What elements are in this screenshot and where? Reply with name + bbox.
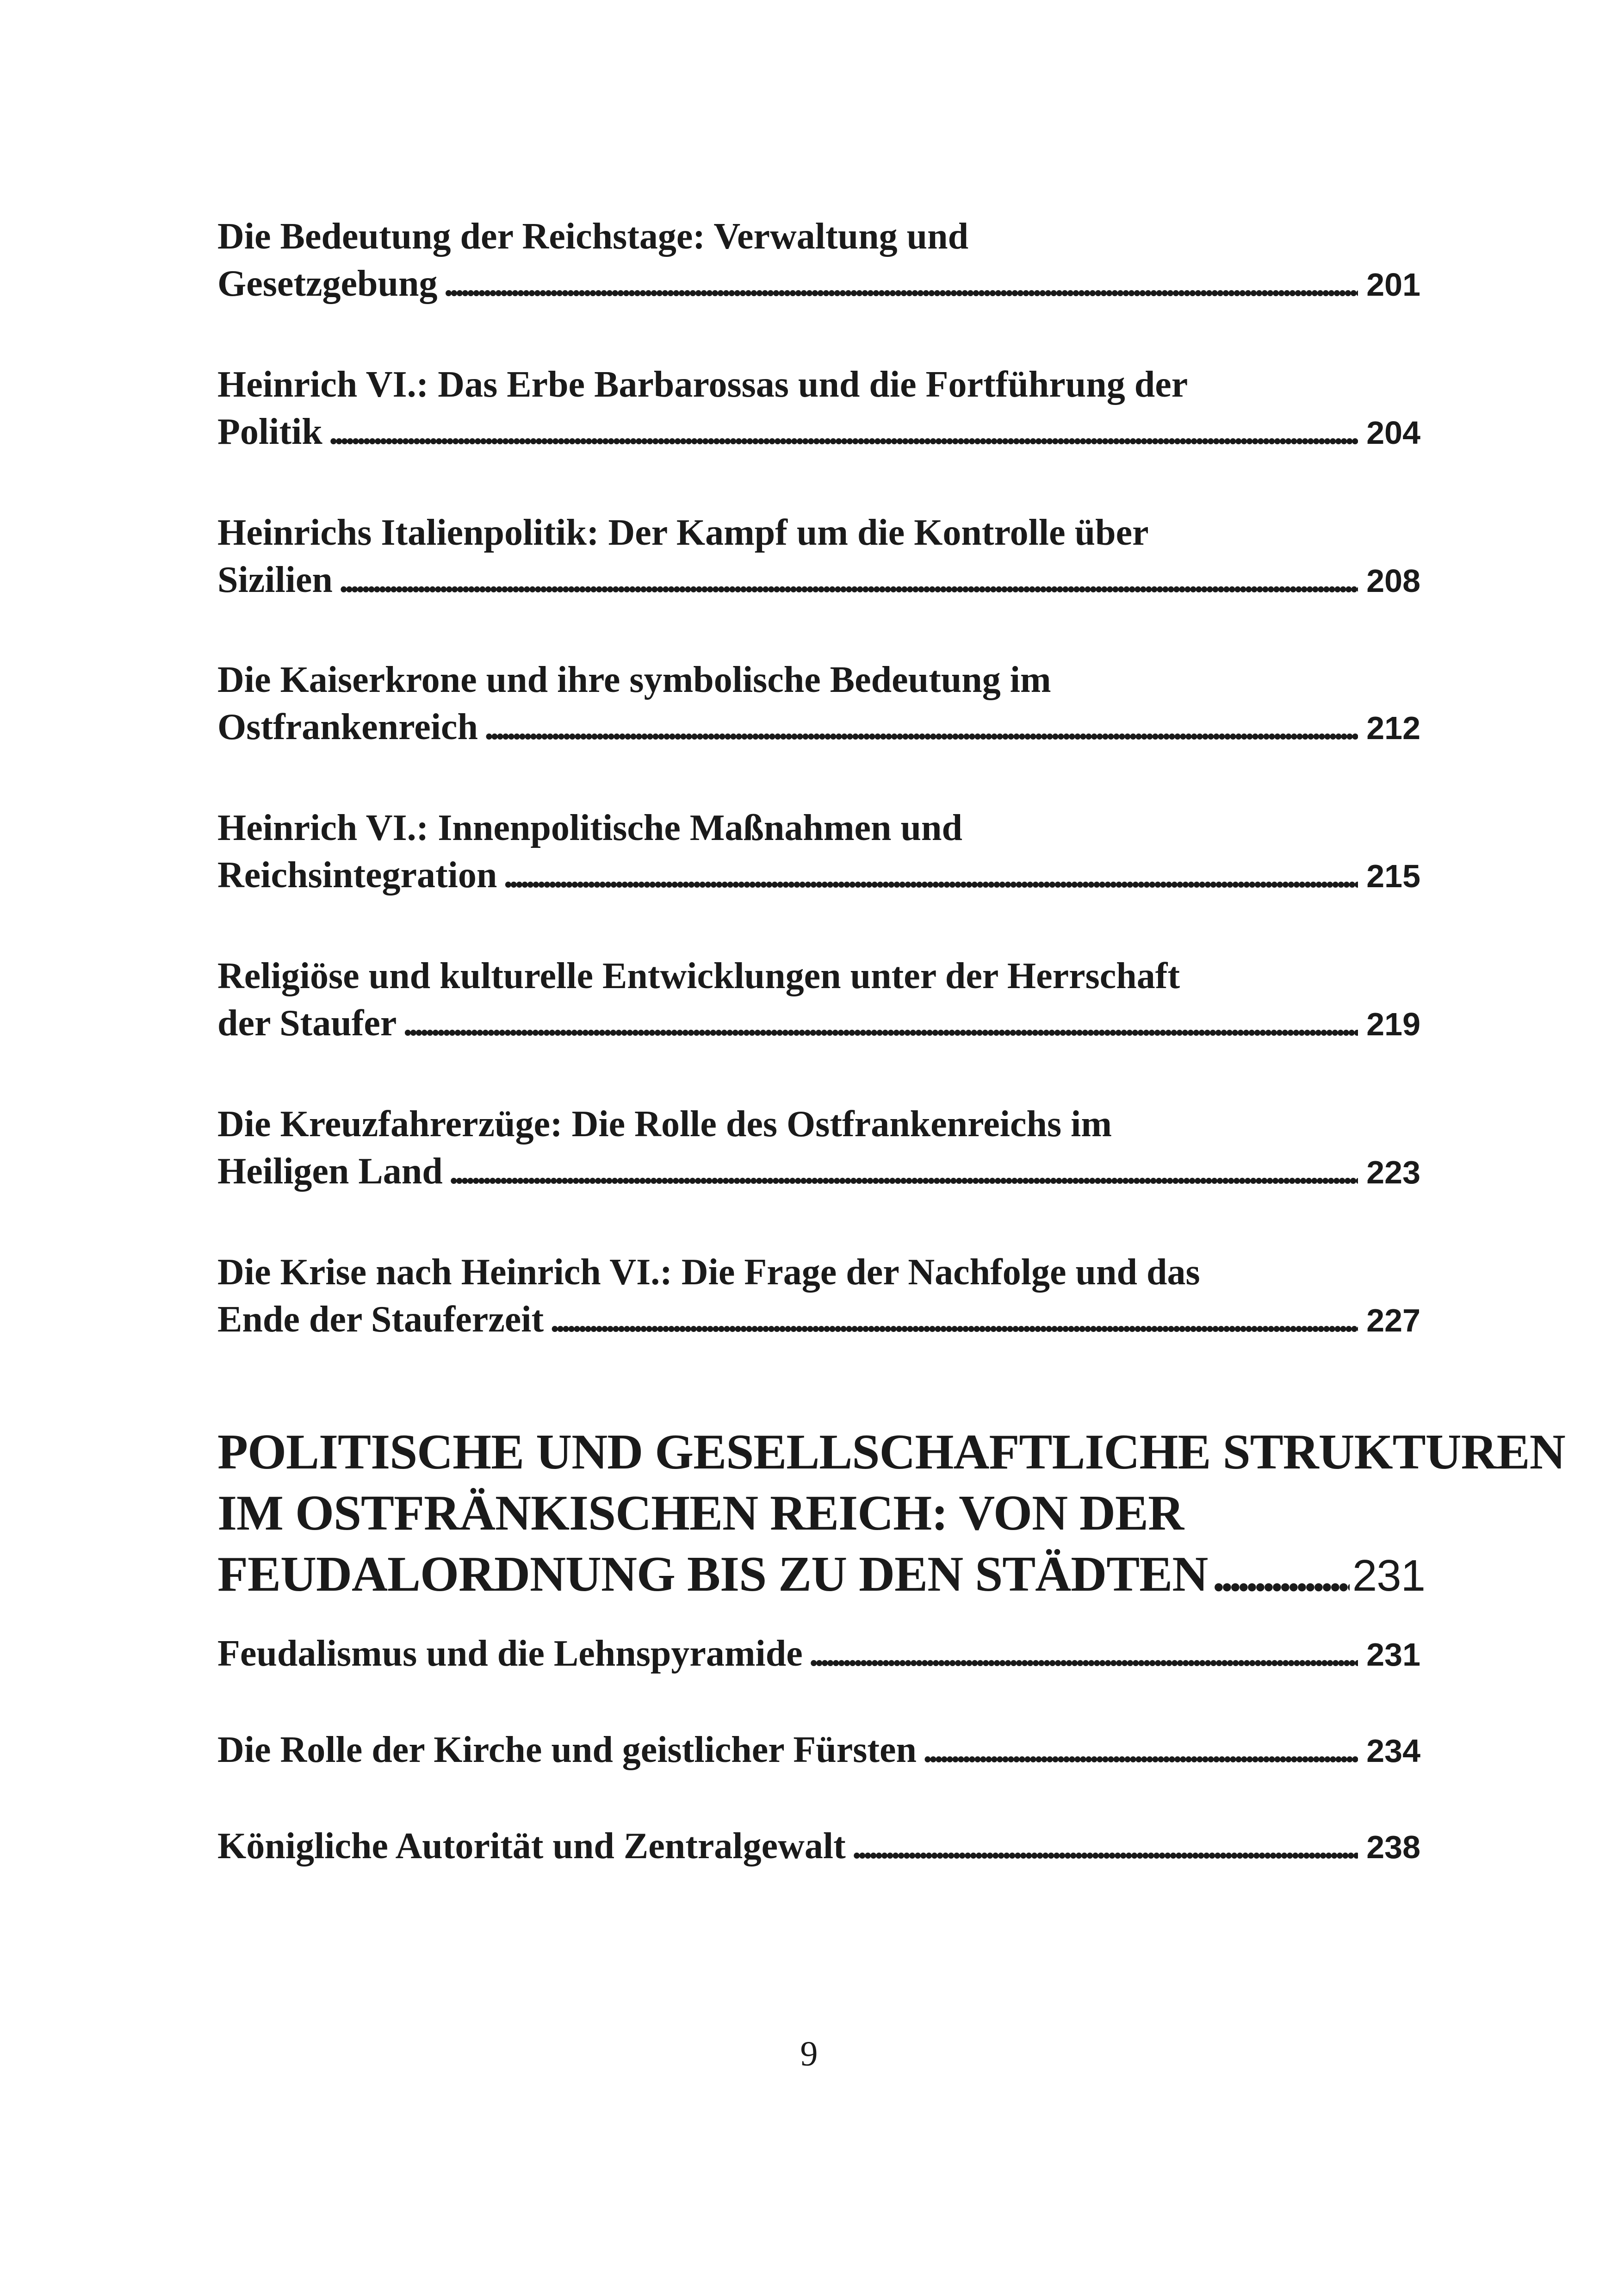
chapter-title-line3: FEUDALORDNUNG BIS ZU DEN STÄDTEN: [217, 1547, 1208, 1602]
dot-leader: [809, 1630, 1358, 1677]
chapter-page-number: 231: [1352, 1551, 1425, 1600]
toc-page-number: 204: [1366, 415, 1420, 451]
dot-leader: [339, 556, 1358, 604]
toc-entry[interactable]: [217, 361, 1420, 456]
toc-entry[interactable]: [217, 952, 1420, 1048]
toc-page-number: 201: [1366, 267, 1420, 303]
chapter-title-line1: POLITISCHE UND GESELLSCHAFTLICHE STRUKTUREN: [217, 1425, 1565, 1480]
toc-subentry[interactable]: [217, 1823, 1420, 1871]
toc-entry-title-line2: Reichsintegration: [217, 855, 497, 896]
toc-entry[interactable]: [217, 1101, 1420, 1196]
toc-page-number: 223: [1366, 1154, 1420, 1190]
dot-leader: [852, 1823, 1358, 1870]
toc-entry-title-line1: Die Bedeutung der Reichstage: Verwaltung und: [217, 216, 969, 257]
dot-leader: [550, 1296, 1358, 1343]
toc-entry-title-line1: Heinrich VI.: Innenpolitische Maßnahmen und: [217, 808, 962, 848]
toc-subentry-title: Königliche Autorität und Zentralgewalt: [217, 1826, 846, 1867]
toc-entry[interactable]: [217, 1249, 1420, 1344]
toc-page-number: 212: [1366, 710, 1420, 746]
toc-entry-title-line2: Heiligen Land: [217, 1151, 443, 1192]
dot-leader: [449, 1148, 1358, 1195]
toc-entry-title-line1: Heinrich VI.: Das Erbe Barbarossas und die Fortführung der: [217, 364, 1188, 405]
dot-leader: [1212, 1544, 1349, 1605]
toc-entry-title-line1: Religiöse und kulturelle Entwicklungen unter der Herrschaft: [217, 956, 1180, 996]
dot-leader: [503, 852, 1358, 899]
toc-page-number: 238: [1366, 1829, 1420, 1865]
toc-entry[interactable]: [217, 509, 1420, 604]
toc-entry-title-line2: Gesetzgebung: [217, 263, 438, 304]
toc-entry-title-line1: Heinrichs Italienpolitik: Der Kampf um die Kontrolle über: [217, 512, 1149, 553]
toc-entry-title-line2: Politik: [217, 411, 322, 452]
toc-entry-title-line2: Ende der Stauferzeit: [217, 1299, 544, 1340]
toc-entry-title-line1: Die Krise nach Heinrich VI.: Die Frage der Nachfolge und das: [217, 1252, 1200, 1293]
toc-page-number: 219: [1366, 1006, 1420, 1042]
page-number: 9: [800, 2035, 818, 2073]
toc-subentry[interactable]: [217, 1726, 1420, 1774]
toc-subentry-title: Die Rolle der Kirche und geistlicher Fürsten: [217, 1730, 917, 1770]
toc-entry-title-line1: Die Kaiserkrone und ihre symbolische Bedeutung im: [217, 660, 1051, 700]
toc-page-number: 234: [1366, 1733, 1420, 1769]
toc-entry-title-line1: Die Kreuzfahrerzüge: Die Rolle des Ostfrankenreichs im: [217, 1104, 1112, 1145]
toc-chapter-heading[interactable]: [217, 1422, 1565, 1606]
dot-leader: [403, 1000, 1358, 1047]
toc-page-number: 215: [1366, 858, 1420, 894]
toc-entry[interactable]: [217, 213, 1420, 308]
toc-page-number: 227: [1366, 1302, 1420, 1338]
toc-entry-title-line2: Ostfrankenreich: [217, 707, 478, 747]
chapter-title-line2: IM OSTFRÄNKISCHEN REICH: VON DER: [217, 1486, 1184, 1541]
toc-entry[interactable]: [217, 656, 1420, 752]
toc-entry[interactable]: [217, 804, 1420, 900]
dot-leader: [484, 703, 1358, 751]
toc-subentry-title: Feudalismus und die Lehnspyramide: [217, 1633, 803, 1674]
toc-subentry[interactable]: [217, 1630, 1420, 1678]
dot-leader: [923, 1726, 1358, 1773]
toc-page-number: 208: [1366, 563, 1420, 599]
toc-page-number: 231: [1366, 1636, 1420, 1673]
dot-leader: [329, 408, 1358, 455]
toc-entry-title-line2: Sizilien: [217, 560, 333, 600]
dot-leader: [444, 260, 1358, 307]
toc-entry-title-line2: der Staufer: [217, 1003, 397, 1044]
